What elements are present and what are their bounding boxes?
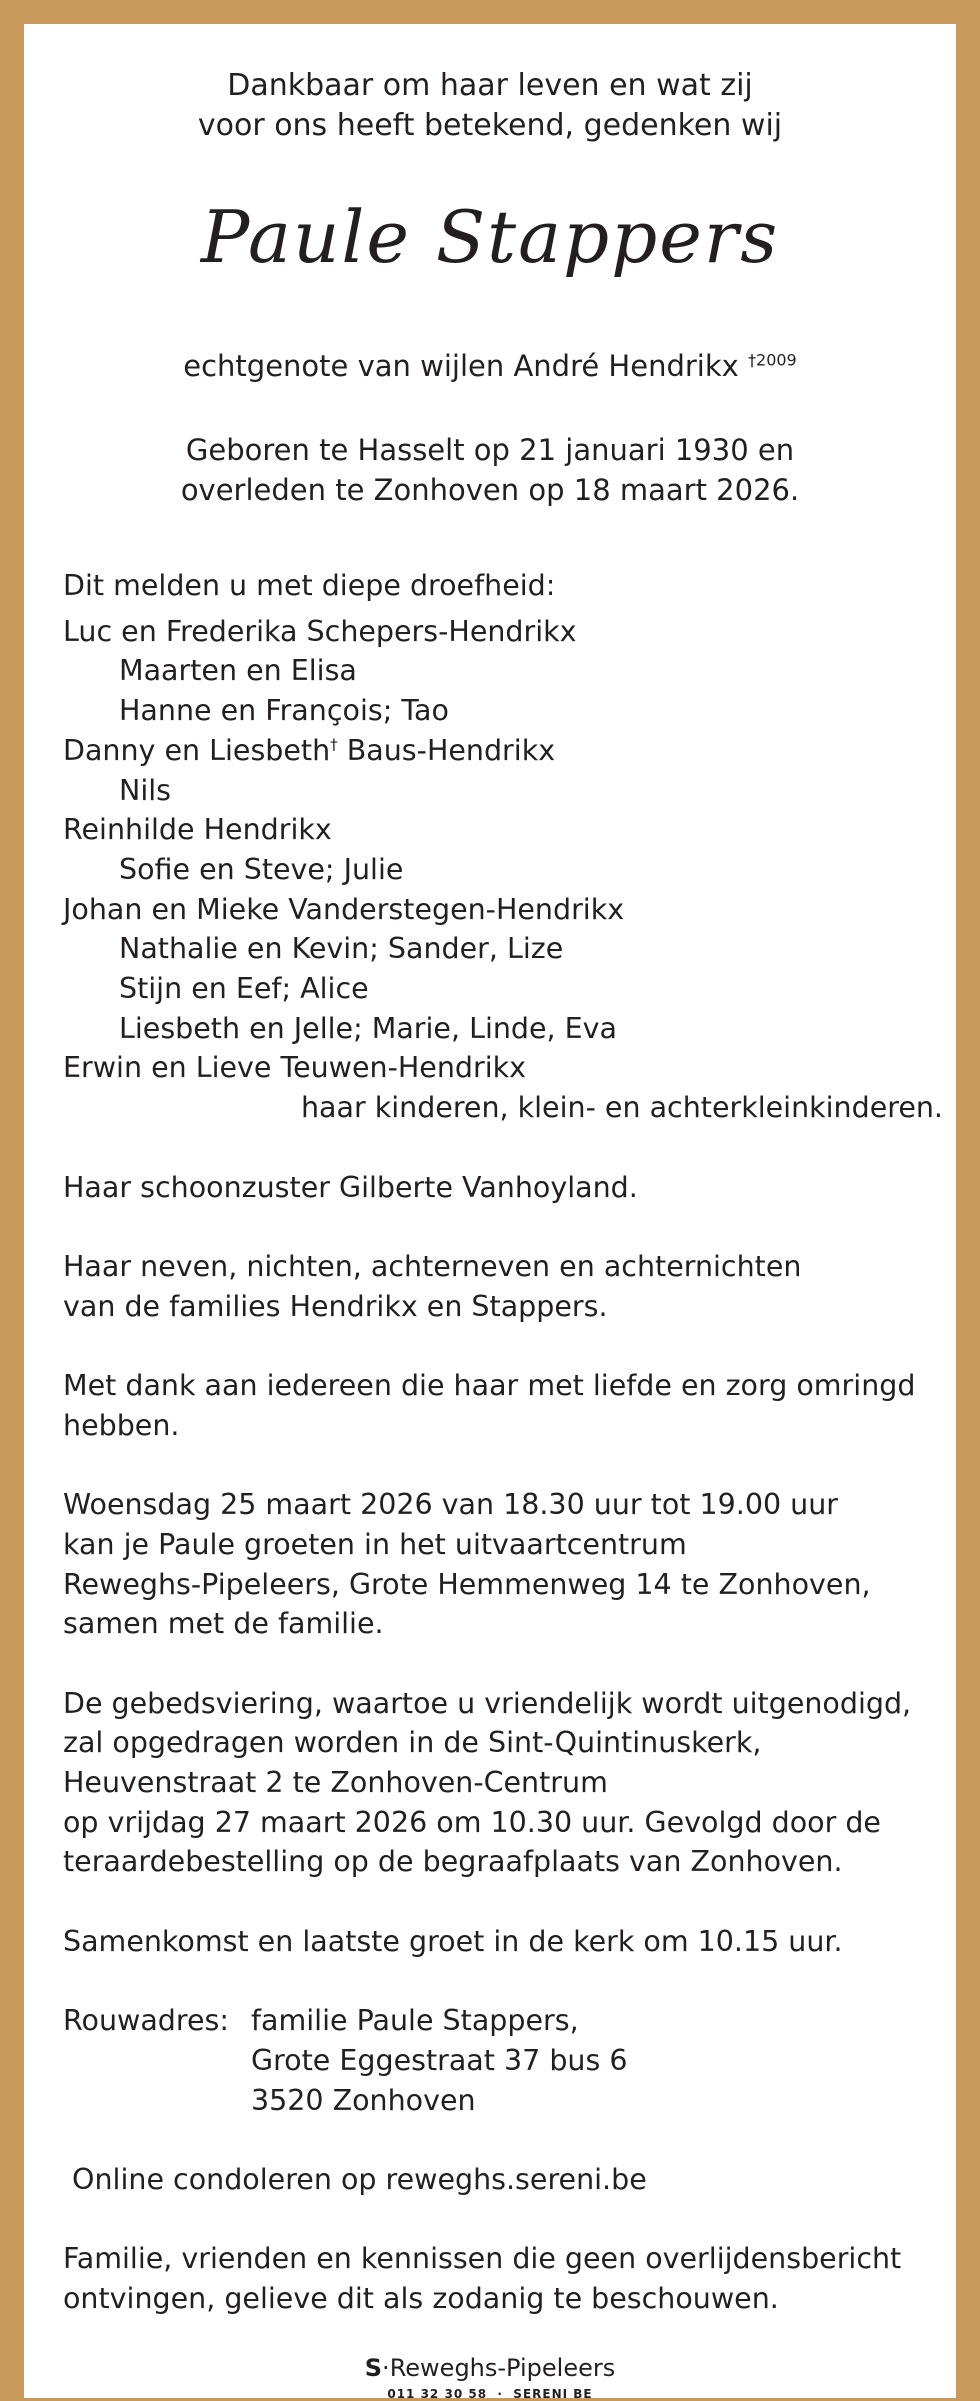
family-line: Erwin en Lieve Teuwen-Hendrikx: [63, 1051, 526, 1085]
dagger-mark: †: [330, 735, 338, 754]
intro-line: Dankbaar om haar leven en wat zij: [227, 68, 753, 103]
intro-text: [24, 66, 956, 146]
family-line: Maarten en Elisa: [119, 654, 357, 688]
death-year-superscript: †2009: [748, 350, 797, 370]
obituary-body: [63, 566, 943, 2319]
service-line: op vrijdag 27 maart 2026 om 10.30 uur. Gevolgd door de: [63, 1805, 881, 1839]
intro-line: voor ons heeft betekend, gedenken wij: [197, 108, 783, 143]
visitation-line: samen met de familie.: [63, 1607, 384, 1641]
closing-line: ontvingen, gelieve dit als zodanig te beschouwen.: [63, 2282, 779, 2316]
family-line: Sofie en Steve; Julie: [119, 852, 404, 886]
visitation-line: Woensdag 25 maart 2026 van 18.30 uur tot 19.00 uur: [63, 1488, 838, 1522]
visitation-line: kan je Paule groeten in het uitvaartcentrum: [63, 1527, 687, 1561]
sister-in-law-line: Haar schoonzuster Gilberte Vanhoyland.: [63, 1170, 638, 1204]
address-line: familie Paule Stappers,: [251, 2004, 579, 2038]
announce-line: Dit melden u met diepe droefheid:: [63, 569, 556, 602]
service-line: zal opgedragen worden in de Sint-Quintinuskerk,: [63, 1726, 762, 1760]
family-line: [63, 731, 943, 771]
family-line: Luc en Frederika Schepers-Hendrikx: [63, 614, 577, 648]
spouse-line: [24, 346, 956, 386]
address-line: Grote Eggestraat 37 bus 6: [251, 2043, 628, 2077]
birth-line: Geboren te Hasselt op 21 januari 1930 en: [185, 433, 795, 467]
deceased-name: Paule Stappers: [200, 195, 780, 279]
family-line: Nils: [119, 773, 172, 807]
family-line: Johan en Mieke Vanderstegen-Hendrikx: [63, 892, 625, 926]
logo-separator: ·: [382, 2354, 390, 2382]
relatives-line: van de families Hendrikx en Stappers.: [63, 1289, 608, 1323]
birth-death-dates: [24, 430, 956, 510]
logo-text: Reweghs-Pipeleers: [389, 2354, 616, 2382]
family-line: Hanne en François; Tao: [119, 694, 449, 728]
online-condolence-link[interactable]: Online condoleren op reweghs.sereni.be: [63, 2163, 647, 2196]
address-label: Rouwadres:: [63, 2004, 229, 2038]
thanks-line: hebben.: [63, 1408, 180, 1442]
funeral-home-contact: 011 32 30 58 · SERENI BE: [387, 2387, 593, 2401]
family-line: Stijn en Eef; Alice: [119, 972, 369, 1006]
family-line: Nathalie en Kevin; Sander, Lize: [119, 932, 564, 966]
family-line-part: Danny en Liesbeth: [63, 733, 331, 767]
family-line: Reinhilde Hendrikx: [63, 813, 332, 847]
obituary-card: [24, 24, 956, 2401]
death-line: overleden te Zonhoven op 18 maart 2026.: [180, 473, 800, 507]
visitation-line: Reweghs-Pipeleers, Grote Hemmenweg 14 te Zonhoven,: [63, 1567, 871, 1601]
service-line: teraardebestelling op de begraafplaats van Zonhoven.: [63, 1845, 843, 1879]
address-line: 3520 Zonhoven: [251, 2083, 476, 2117]
funeral-home-logo: [24, 2354, 956, 2382]
family-line-part: Baus-Hendrikx: [337, 733, 556, 767]
closing-line: Familie, vrienden en kennissen die geen overlijdensbericht: [63, 2242, 902, 2276]
gathering-line: Samenkomst en laatste groet in de kerk om 10.15 uur.: [63, 1924, 843, 1958]
relatives-line: Haar neven, nichten, achterneven en achternichten: [63, 1249, 802, 1283]
service-line: Heuvenstraat 2 te Zonhoven-Centrum: [63, 1766, 608, 1800]
family-line: Liesbeth en Jelle; Marie, Linde, Eva: [119, 1011, 618, 1045]
family-list: [63, 612, 943, 1128]
spouse-text: echtgenote van wijlen André Hendrikx: [183, 349, 749, 383]
mourning-address: [63, 2001, 943, 2120]
family-line: haar kinderen, klein- en achterkleinkinderen.: [300, 1091, 943, 1125]
service-line: De gebedsviering, waartoe u vriendelijk wordt uitgenodigd,: [63, 1686, 912, 1720]
logo-mark: S: [364, 2354, 383, 2382]
thanks-line: Met dank aan iedereen die haar met liefde en zorg omringd: [63, 1369, 916, 1403]
